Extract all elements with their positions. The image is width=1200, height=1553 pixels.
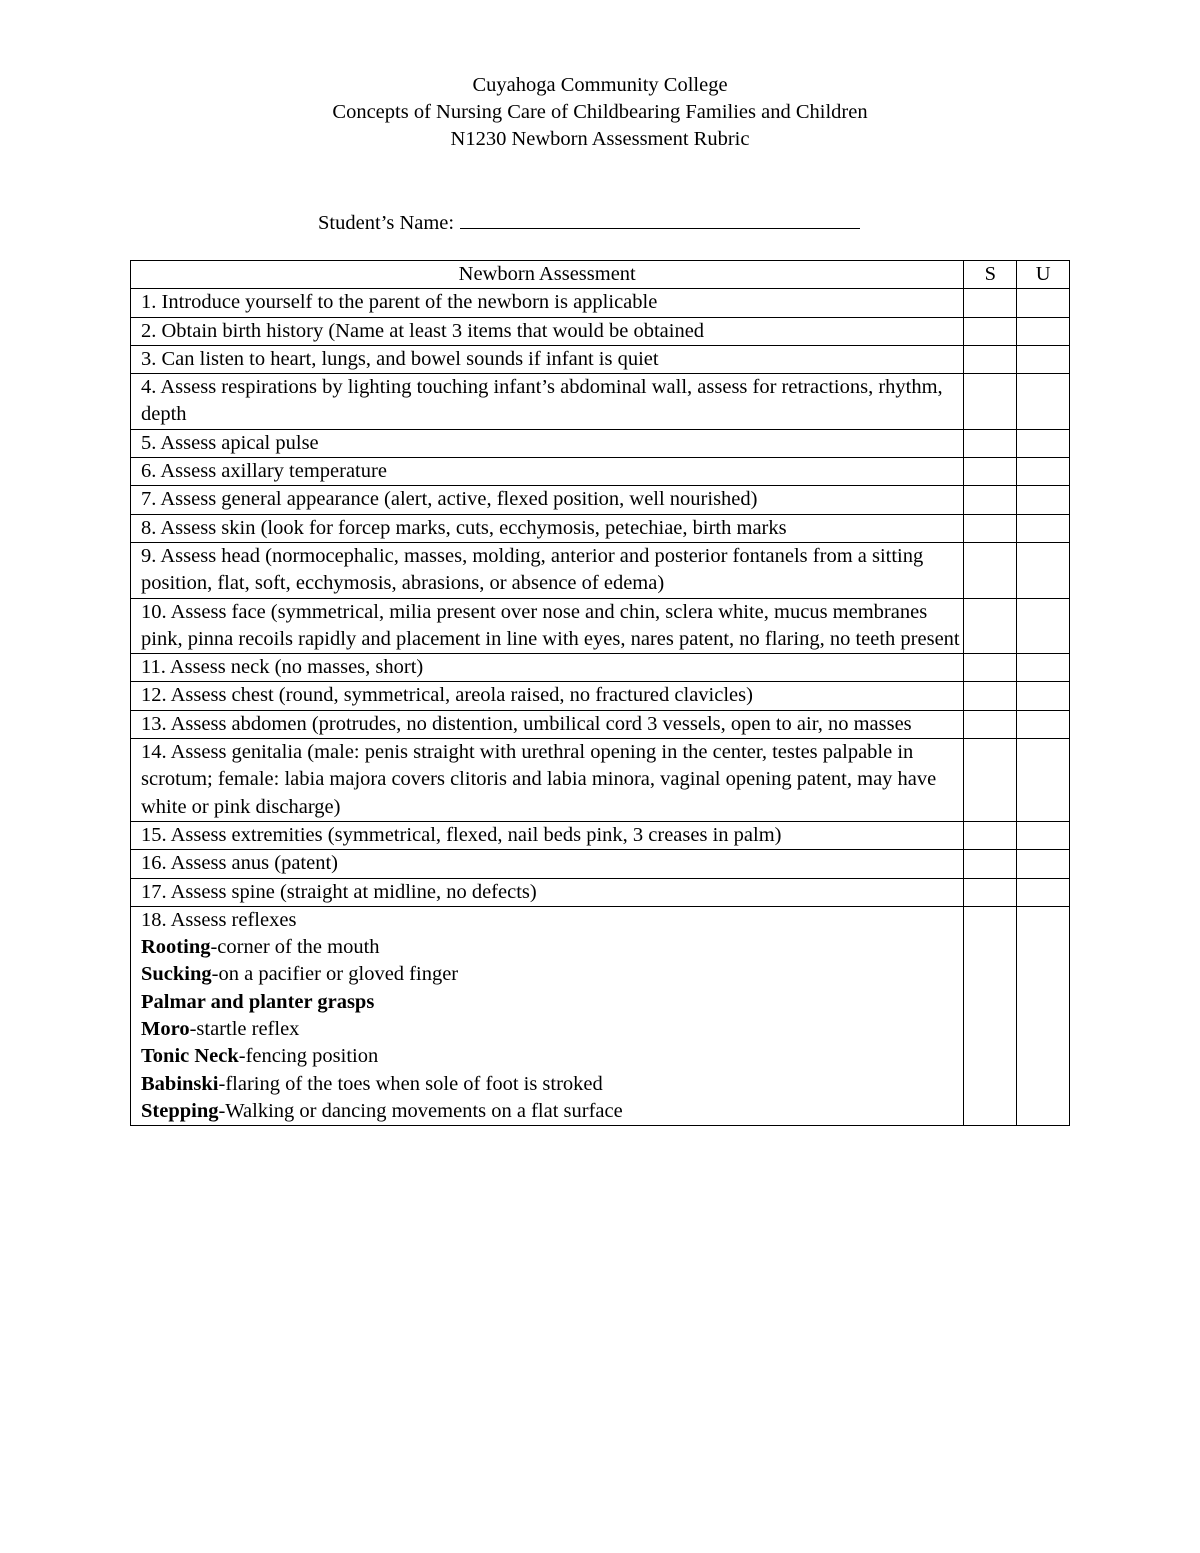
reflex-desc: -on a pacifier or gloved finger xyxy=(211,963,459,986)
criterion-text: 9. Assess head (normocephalic, masses, molding, anterior and posterior fontanels from a sitting position, flat, soft, ecchymosis, abrasions, or absence of edema) xyxy=(131,542,964,598)
s-cell[interactable] xyxy=(964,514,1017,542)
reflex-item xyxy=(141,934,963,961)
table-row xyxy=(131,654,1070,682)
table-row xyxy=(131,821,1070,849)
s-cell[interactable] xyxy=(964,654,1017,682)
reflex-name: Babinski xyxy=(141,1072,219,1095)
criterion-text: 6. Assess axillary temperature xyxy=(131,458,964,486)
table-row xyxy=(131,878,1070,906)
table-row xyxy=(131,458,1070,486)
table-header-row xyxy=(131,261,1070,289)
s-cell[interactable] xyxy=(964,906,1017,1125)
s-cell[interactable] xyxy=(964,542,1017,598)
u-cell[interactable] xyxy=(1017,821,1070,849)
reflex-name: Moro xyxy=(141,1018,190,1041)
reflex-name: Palmar and planter grasps xyxy=(141,990,375,1013)
table-row xyxy=(131,682,1070,710)
criterion-text: 15. Assess extremities (symmetrical, flexed, nail beds pink, 3 creases in palm) xyxy=(131,821,964,849)
reflex-desc: -fencing position xyxy=(238,1045,379,1068)
reflex-name: Sucking xyxy=(141,963,212,986)
student-name-field[interactable] xyxy=(460,206,860,229)
reflex-desc: -flaring of the toes when sole of foot is stroked xyxy=(218,1072,603,1095)
u-cell[interactable] xyxy=(1017,739,1070,822)
s-cell[interactable] xyxy=(964,710,1017,738)
s-cell[interactable] xyxy=(964,317,1017,345)
criterion-text: 16. Assess anus (patent) xyxy=(131,850,964,878)
table-row xyxy=(131,739,1070,822)
criterion-text: 17. Assess spine (straight at midline, no defects) xyxy=(131,878,964,906)
table-row xyxy=(131,374,1070,430)
s-cell[interactable] xyxy=(964,429,1017,457)
s-cell[interactable] xyxy=(964,345,1017,373)
u-cell[interactable] xyxy=(1017,878,1070,906)
criterion-text: 2. Obtain birth history (Name at least 3 items that would be obtained xyxy=(131,317,964,345)
table-row xyxy=(131,542,1070,598)
s-cell[interactable] xyxy=(964,821,1017,849)
table-row xyxy=(131,598,1070,654)
table-row xyxy=(131,514,1070,542)
u-cell[interactable] xyxy=(1017,682,1070,710)
criterion-text: 8. Assess skin (look for forcep marks, cuts, ecchymosis, petechiae, birth marks xyxy=(131,514,964,542)
criterion-text: 13. Assess abdomen (protrudes, no distention, umbilical cord 3 vessels, open to air, no masses xyxy=(131,710,964,738)
criterion-text: 1. Introduce yourself to the parent of the newborn is applicable xyxy=(131,289,964,317)
reflex-name: Stepping xyxy=(141,1099,219,1122)
u-cell[interactable] xyxy=(1017,710,1070,738)
s-cell[interactable] xyxy=(964,458,1017,486)
header-s: S xyxy=(964,261,1017,289)
u-cell[interactable] xyxy=(1017,542,1070,598)
table-row xyxy=(131,486,1070,514)
u-cell[interactable] xyxy=(1017,345,1070,373)
s-cell[interactable] xyxy=(964,289,1017,317)
reflex-item xyxy=(141,989,963,1016)
u-cell[interactable] xyxy=(1017,458,1070,486)
criterion-text: 10. Assess face (symmetrical, milia present over nose and chin, sclera white, mucus membranes pink, pinna recoils rapidly and placement in line with eyes, nares patent, no flaring, no teeth present xyxy=(131,598,964,654)
assessment-table xyxy=(130,260,1070,1126)
u-cell[interactable] xyxy=(1017,374,1070,430)
u-cell[interactable] xyxy=(1017,654,1070,682)
reflex-desc: -Walking or dancing movements on a flat surface xyxy=(218,1099,623,1122)
table-row xyxy=(131,289,1070,317)
course-name: Concepts of Nursing Care of Childbearing Families and Children xyxy=(332,101,868,123)
s-cell[interactable] xyxy=(964,374,1017,430)
table-row xyxy=(131,317,1070,345)
criterion-text: 5. Assess apical pulse xyxy=(131,429,964,457)
u-cell[interactable] xyxy=(1017,486,1070,514)
reflex-desc: -corner of the mouth xyxy=(210,936,380,959)
reflex-name: Rooting xyxy=(141,936,211,959)
table-row xyxy=(131,850,1070,878)
reflex-item xyxy=(141,1016,963,1043)
s-cell[interactable] xyxy=(964,850,1017,878)
table-row xyxy=(131,710,1070,738)
criterion-text: 14. Assess genitalia (male: penis straight with urethral opening in the center, testes palpable in scrotum; female: labia majora covers clitoris and labia minora, vaginal opening patent, may have white or pink discharge) xyxy=(131,739,964,822)
document-header xyxy=(0,72,1200,153)
reflex-item xyxy=(141,1043,963,1070)
u-cell[interactable] xyxy=(1017,289,1070,317)
table-row xyxy=(131,429,1070,457)
u-cell[interactable] xyxy=(1017,429,1070,457)
student-name-label: Student’s Name: xyxy=(318,212,455,234)
u-cell[interactable] xyxy=(1017,514,1070,542)
reflexes-cell xyxy=(131,906,964,1125)
header-u: U xyxy=(1017,261,1070,289)
s-cell[interactable] xyxy=(964,739,1017,822)
u-cell[interactable] xyxy=(1017,906,1070,1125)
s-cell[interactable] xyxy=(964,486,1017,514)
student-name-line xyxy=(318,206,860,237)
reflex-item xyxy=(141,961,963,988)
criterion-text: 11. Assess neck (no masses, short) xyxy=(131,654,964,682)
criterion-text: 7. Assess general appearance (alert, active, flexed position, well nourished) xyxy=(131,486,964,514)
s-cell[interactable] xyxy=(964,598,1017,654)
s-cell[interactable] xyxy=(964,682,1017,710)
s-cell[interactable] xyxy=(964,878,1017,906)
u-cell[interactable] xyxy=(1017,317,1070,345)
table-row xyxy=(131,345,1070,373)
institution-name: Cuyahoga Community College xyxy=(472,74,728,96)
criterion-text: 3. Can listen to heart, lungs, and bowel sounds if infant is quiet xyxy=(131,345,964,373)
reflex-item xyxy=(141,1098,963,1125)
u-cell[interactable] xyxy=(1017,850,1070,878)
reflexes-title: 18. Assess reflexes xyxy=(141,908,297,931)
u-cell[interactable] xyxy=(1017,598,1070,654)
reflex-name: Tonic Neck xyxy=(141,1045,239,1068)
reflex-desc: -startle reflex xyxy=(189,1018,300,1041)
header-assessment: Newborn Assessment xyxy=(131,261,964,289)
criterion-text: 4. Assess respirations by lighting touching infant’s abdominal wall, assess for retractions, rhythm, depth xyxy=(131,374,964,430)
reflex-item xyxy=(141,1071,963,1098)
reflexes-row xyxy=(131,906,1070,1125)
criterion-text: 12. Assess chest (round, symmetrical, areola raised, no fractured clavicles) xyxy=(131,682,964,710)
rubric-title: N1230 Newborn Assessment Rubric xyxy=(450,128,750,150)
